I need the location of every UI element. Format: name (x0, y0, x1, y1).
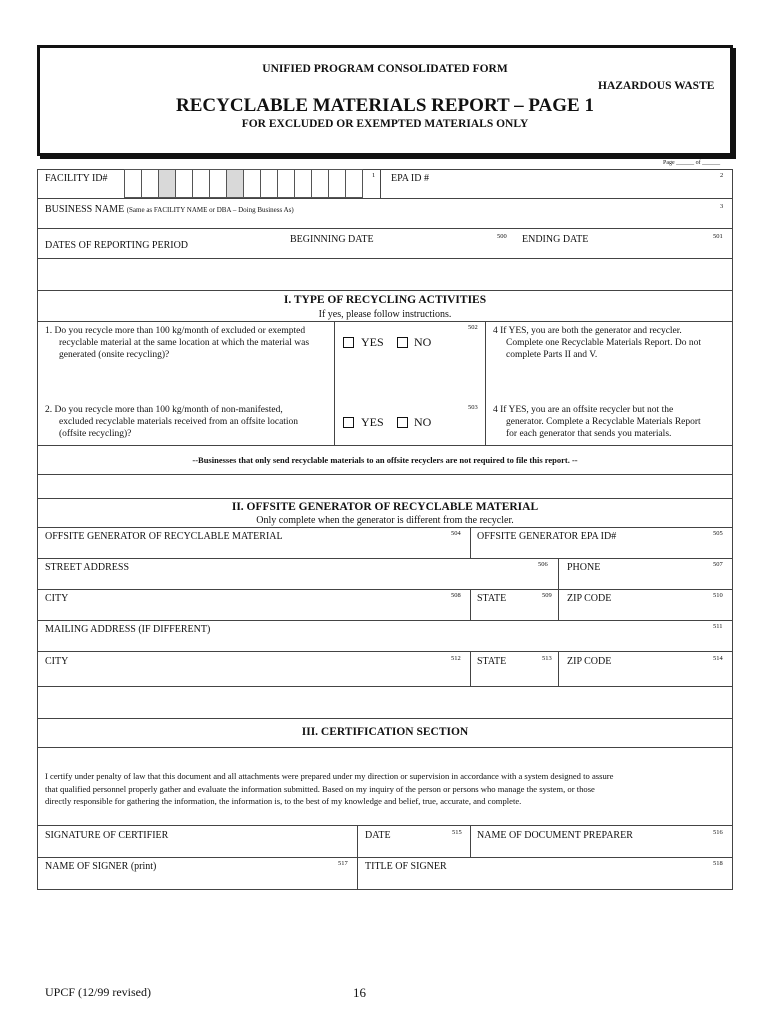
beginning-date-label[interactable]: BEGINNING DATE (290, 234, 374, 245)
divider (37, 321, 733, 322)
facility-id-cell[interactable] (192, 169, 210, 198)
mailing-address-label[interactable]: MAILING ADDRESS (IF DIFFERENT) (45, 624, 211, 635)
q2-no-checkbox[interactable] (397, 417, 408, 428)
phone-label[interactable]: PHONE (567, 562, 601, 573)
facility-id-cell[interactable] (328, 169, 346, 198)
epa-id-label: EPA ID # (391, 173, 429, 184)
divider (37, 474, 733, 475)
divider (37, 825, 733, 826)
divider (37, 290, 733, 291)
divider (470, 825, 471, 857)
preparer-label[interactable]: NAME OF DOCUMENT PREPARER (477, 830, 633, 841)
q2-yes-label: YES (361, 415, 384, 429)
divider (37, 620, 733, 621)
question-2-instructions: 4 If YES, you are an offsite recycler but not the generator. Complete a Recyclable Materials Report for each generator that sends you materials. (493, 405, 701, 439)
divider (37, 258, 733, 259)
state-2-label[interactable]: STATE (477, 656, 507, 667)
form-subtitle: FOR EXCLUDED OR EXEMPTED MATERIALS ONLY (241, 118, 529, 130)
divider (37, 718, 733, 719)
signer-title-label[interactable]: TITLE OF SIGNER (365, 861, 447, 872)
q2-no-label: NO (414, 415, 432, 429)
signer-title-number: 518 (713, 860, 723, 867)
divider (37, 558, 733, 559)
zip-2-number: 514 (713, 655, 723, 662)
city-label[interactable]: CITY (45, 593, 69, 604)
facility-id-cell[interactable] (345, 169, 363, 198)
generator-epa-label[interactable]: OFFSITE GENERATOR EPA ID# (477, 531, 617, 542)
signer-name-number: 517 (338, 860, 348, 867)
divider (357, 825, 358, 857)
zip-2-label[interactable]: ZIP CODE (567, 656, 612, 667)
city-2-number: 512 (451, 655, 461, 662)
facility-id-cell[interactable] (260, 169, 278, 198)
facility-id-cell[interactable] (175, 169, 193, 198)
certification-text: I certify under penalty of law that this document and all attachments were prepared under my direction or supervision in accordance with a system designed to assure that qualified personnel properly gather and evaluate the information submitted. Based on my inquiry of the person or persons who manage the system, or those directly responsible for gathering the information, the information is, to the best of my knowledge and belief, true, accurate, and complete. (45, 771, 614, 806)
divider (37, 498, 733, 499)
divider (37, 228, 733, 229)
epa-id-number: 2 (720, 172, 724, 179)
date-label[interactable]: DATE (365, 830, 391, 841)
form-border-right (732, 169, 733, 889)
generator-name-number: 504 (451, 530, 461, 537)
divider (470, 527, 471, 558)
divider (37, 589, 733, 590)
divider (334, 321, 335, 445)
section-1-footnote: --Businesses that only send recyclable materials to an offsite recyclers are not required to file this report. -- (192, 455, 578, 465)
street-address-number: 506 (538, 561, 548, 568)
form-title: RECYCLABLE MATERIALS REPORT – PAGE 1 (176, 95, 594, 116)
facility-id-cell[interactable] (294, 169, 312, 198)
preparer-number: 516 (713, 829, 723, 836)
zip-label[interactable]: ZIP CODE (567, 593, 612, 604)
street-address-label[interactable]: STREET ADDRESS (45, 562, 129, 573)
zip-number: 510 (713, 592, 723, 599)
q2-yes-checkbox[interactable] (343, 417, 354, 428)
divider (558, 651, 559, 686)
facility-id-cell[interactable] (124, 169, 142, 198)
page-number: 16 (353, 985, 366, 1000)
signature-label[interactable]: SIGNATURE OF CERTIFIER (45, 830, 169, 841)
facility-id-cell[interactable] (311, 169, 329, 198)
city-2-label[interactable]: CITY (45, 656, 69, 667)
divider (485, 321, 486, 445)
state-2-number: 513 (542, 655, 552, 662)
section-3-title: III. CERTIFICATION SECTION (301, 726, 469, 738)
question-2-text: 2. Do you recycle more than 100 kg/month of non-manifested, excluded recyclable materials received from an offsite location (offsite recycling)? (45, 405, 299, 439)
divider (558, 558, 559, 589)
divider (37, 527, 733, 528)
section-2-title: II. OFFSITE GENERATOR OF RECYCLABLE MATERIAL (231, 501, 539, 513)
section-1-title: I. TYPE OF RECYCLING ACTIVITIES (283, 294, 487, 306)
state-label[interactable]: STATE (477, 593, 507, 604)
form-border-left (37, 169, 38, 889)
generator-name-label[interactable]: OFFSITE GENERATOR OF RECYCLABLE MATERIAL (45, 531, 283, 542)
facility-id-cell[interactable] (226, 169, 244, 198)
facility-id-cell[interactable] (158, 169, 176, 198)
mailing-address-number: 511 (713, 623, 723, 630)
divider (37, 747, 733, 748)
section-2-note: Only complete when the generator is different from the recycler. (256, 515, 514, 526)
city-number: 508 (451, 592, 461, 599)
divider (37, 889, 733, 890)
revision-label: UPCF (12/99 revised) (45, 985, 151, 999)
divider (380, 169, 381, 198)
divider (357, 857, 358, 889)
phone-number: 507 (713, 561, 723, 568)
business-name-label[interactable]: BUSINESS NAME (Same as FACILITY NAME or DBA – Doing Business As) (45, 204, 294, 215)
divider (558, 589, 559, 620)
ending-date-number: 501 (713, 233, 723, 240)
q1-yes-label: YES (361, 335, 384, 349)
facility-id-number: 1 (372, 172, 376, 179)
form-name: UNIFIED PROGRAM CONSOLIDATED FORM (262, 63, 508, 75)
divider (37, 686, 733, 687)
date-number: 515 (452, 829, 462, 836)
generator-epa-number: 505 (713, 530, 723, 537)
divider (37, 857, 733, 858)
form-category: HAZARDOUS WASTE (598, 80, 715, 92)
facility-id-cell[interactable] (277, 169, 295, 198)
beginning-date-number: 500 (497, 233, 507, 240)
question-1-instructions: 4 If YES, you are both the generator and recycler. Complete one Recyclable Materials Report. Do not complete Parts II and V. (493, 326, 701, 360)
divider (37, 651, 733, 652)
q1-yes-checkbox[interactable] (343, 337, 354, 348)
business-name-number: 3 (720, 203, 724, 210)
q1-no-label: NO (414, 335, 432, 349)
divider (37, 445, 733, 446)
section-1-note: If yes, please follow instructions. (318, 309, 452, 320)
signer-name-label[interactable]: NAME OF SIGNER (print) (45, 861, 157, 872)
page-label: Page ______ of ______ (663, 160, 721, 166)
facility-id-cell[interactable] (141, 169, 159, 198)
question-1-text: 1. Do you recycle more than 100 kg/month of excluded or exempted recyclable material at the same location at which the material was generated (onsite recycling)? (45, 326, 310, 360)
q1-no-checkbox[interactable] (397, 337, 408, 348)
state-number: 509 (542, 592, 552, 599)
question-1-number: 502 (468, 324, 478, 331)
facility-id-cell[interactable] (243, 169, 261, 198)
divider (470, 589, 471, 620)
divider (37, 198, 733, 199)
ending-date-label[interactable]: ENDING DATE (522, 234, 589, 245)
facility-id-cell[interactable] (209, 169, 227, 198)
facility-id-label: FACILITY ID# (45, 173, 108, 184)
dates-label: DATES OF REPORTING PERIOD (45, 240, 189, 251)
divider (470, 651, 471, 686)
question-2-number: 503 (468, 404, 478, 411)
